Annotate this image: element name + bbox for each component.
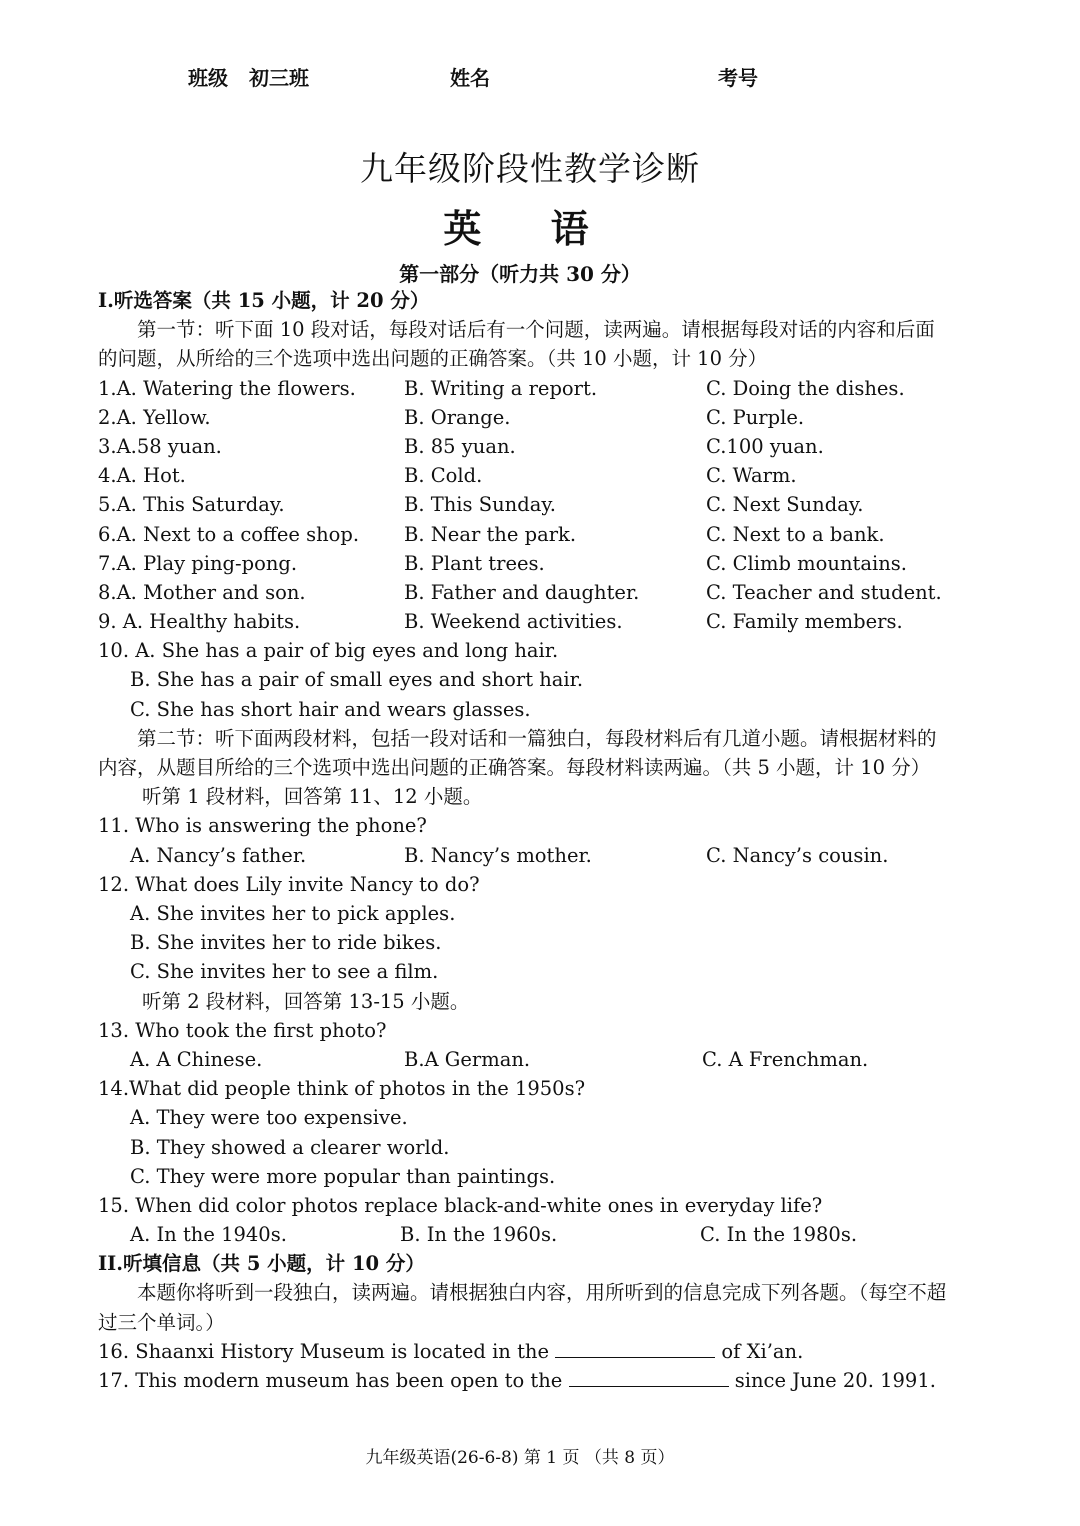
q15-options	[98, 1220, 948, 1249]
section-1-intro: 第一节：听下面 10 段对话，每段对话后有一个问题，读两遍。请根据每段对话的内容和后面的问题，从所给的三个选项中选出问题的正确答案。（共 10 小题，计 10 分）	[98, 318, 935, 371]
option-a[interactable]: 1.A. Watering the flowers.	[98, 376, 356, 400]
option-a[interactable]: A. Nancy’s father.	[130, 843, 307, 867]
q14-option-a[interactable]: A. They were too expensive.	[130, 1106, 408, 1130]
name-label: 姓名	[450, 66, 490, 90]
q16-text-after: of Xi’an.	[721, 1339, 804, 1363]
q17-line	[98, 1366, 948, 1395]
option-c[interactable]: C. A Frenchman.	[702, 1047, 869, 1071]
q10-option-b[interactable]: B. She has a pair of small eyes and short hair.	[130, 668, 584, 692]
option-b[interactable]: B. This Sunday.	[404, 493, 556, 517]
q14-stem: 14.What did people think of photos in the 1950s?	[98, 1077, 586, 1101]
option-b[interactable]: B. 85 yuan.	[404, 434, 516, 458]
option-b[interactable]: B. Cold.	[404, 464, 483, 488]
option-b[interactable]: B. Weekend activities.	[404, 610, 623, 634]
option-c[interactable]: C. Family members.	[706, 610, 903, 634]
option-a[interactable]: 9. A. Healthy habits.	[98, 610, 301, 634]
section-1-intro-2: 第二节：听下面两段材料，包括一段对话和一篇独白，每段材料后有几道小题。请根据材料的内容，从题目所给的三个选项中选出问题的正确答案。每段材料读两遍。（共 5 小题，计 10 分）	[98, 726, 937, 780]
option-a[interactable]: 8.A. Mother and son.	[98, 580, 306, 604]
option-b[interactable]: B. In the 1960s.	[400, 1223, 558, 1247]
option-a[interactable]: 3.A.58 yuan.	[98, 434, 222, 458]
option-c[interactable]: C. Warm.	[706, 464, 797, 488]
question-row	[98, 549, 948, 578]
question-row	[98, 374, 948, 403]
material-2-note: 听第 2 段材料，回答第 13-15 小题。	[142, 989, 470, 1013]
question-row	[98, 432, 948, 461]
class-label: 班级	[188, 66, 228, 90]
option-c[interactable]: C. Next to a bank.	[706, 522, 885, 546]
option-b[interactable]: B. Writing a report.	[404, 376, 598, 400]
section-2-intro: 本题你将听到一段独白，读两遍。请根据独白内容，用所听到的信息完成下列各题。（每空不超过三个单词。）	[98, 1281, 947, 1334]
option-b[interactable]: B. Orange.	[404, 405, 511, 429]
option-a[interactable]: 5.A. This Saturday.	[98, 493, 285, 517]
q13-stem: 13. Who took the first photo?	[98, 1018, 387, 1042]
option-c[interactable]: C. Climb mountains.	[706, 551, 907, 575]
class-grade: 初三	[248, 66, 289, 90]
q17-text-after: since June 20. 1991.	[734, 1369, 936, 1393]
q11-stem: 11. Who is answering the phone?	[98, 814, 427, 838]
option-b[interactable]: B. Father and daughter.	[404, 580, 640, 604]
option-c[interactable]: C. Nancy’s cousin.	[706, 843, 889, 867]
question-row	[98, 578, 948, 607]
option-c[interactable]: C. Next Sunday.	[706, 493, 864, 517]
q16-text-before: 16. Shaanxi History Museum is located in the	[98, 1339, 550, 1363]
section-1-heading: I.听选答案（共 15 小题，计 20 分）	[98, 289, 430, 312]
question-row	[98, 461, 948, 490]
q12-option-c[interactable]: C. She invites her to see a film.	[130, 960, 439, 984]
q16-answer-blank[interactable]	[555, 1339, 715, 1358]
q12-stem: 12. What does Lily invite Nancy to do?	[98, 872, 480, 896]
question-row	[98, 490, 948, 519]
option-c[interactable]: C. In the 1980s.	[700, 1223, 858, 1247]
option-a[interactable]: 6.A. Next to a coffee shop.	[98, 522, 360, 546]
material-1-note: 听第 1 段材料，回答第 11、12 小题。	[142, 785, 483, 809]
exam-no-label: 考号	[718, 66, 758, 90]
q11-options	[98, 841, 948, 870]
option-b[interactable]: B. Near the park.	[404, 522, 577, 546]
question-row	[98, 607, 948, 636]
option-c[interactable]: C. Doing the dishes.	[706, 376, 905, 400]
q16-line	[98, 1337, 948, 1366]
option-c[interactable]: C. Purple.	[706, 405, 805, 429]
name-field	[450, 62, 507, 91]
class-field	[188, 62, 309, 91]
option-a[interactable]: 4.A. Hot.	[98, 464, 186, 488]
q12-option-b[interactable]: B. She invites her to ride bikes.	[130, 931, 442, 955]
q14-option-c[interactable]: C. They were more popular than paintings.	[130, 1164, 556, 1188]
option-a[interactable]: A. In the 1940s.	[130, 1223, 287, 1247]
question-row	[98, 520, 948, 549]
q15-stem: 15. When did color photos replace black-and-white ones in everyday life?	[98, 1193, 823, 1217]
q13-options	[98, 1045, 948, 1074]
q10-option-c[interactable]: C. She has short hair and wears glasses.	[130, 697, 531, 721]
choice-list	[98, 374, 948, 637]
option-a[interactable]: A. A Chinese.	[130, 1047, 263, 1071]
option-a[interactable]: 7.A. Play ping-pong.	[98, 551, 298, 575]
q17-text-before: 17. This modern museum has been open to the	[98, 1369, 563, 1393]
option-a[interactable]: 2.A. Yellow.	[98, 405, 211, 429]
section-2-heading: II.听填信息（共 5 小题，计 10 分）	[98, 1252, 425, 1276]
q12-option-a[interactable]: A. She invites her to pick apples.	[130, 902, 456, 925]
option-b[interactable]: B.A German.	[404, 1047, 531, 1071]
q17-answer-blank[interactable]	[569, 1368, 729, 1387]
student-info-header	[0, 62, 1080, 94]
option-b[interactable]: B. Plant trees.	[404, 551, 545, 575]
option-c[interactable]: C. Teacher and student.	[706, 580, 942, 604]
q14-option-b[interactable]: B. They showed a clearer world.	[130, 1135, 450, 1159]
exam-content	[98, 286, 948, 1395]
question-row	[98, 403, 948, 432]
option-c[interactable]: C.100 yuan.	[706, 434, 824, 458]
page-footer: 九年级英语(26-6-8) 第 1 页 （共 8 页）	[365, 1448, 675, 1468]
part-one-heading: 第一部分（听力共 30 分）	[399, 262, 641, 286]
exam-title: 九年级阶段性教学诊断	[360, 149, 700, 188]
class-suffix: 班	[288, 66, 309, 90]
q10-option-a[interactable]: 10. A. She has a pair of big eyes and long hair.	[98, 639, 559, 663]
exam-no-field	[718, 62, 758, 91]
subject-title: 英 语	[443, 206, 617, 251]
option-b[interactable]: B. Nancy’s mother.	[404, 843, 592, 867]
